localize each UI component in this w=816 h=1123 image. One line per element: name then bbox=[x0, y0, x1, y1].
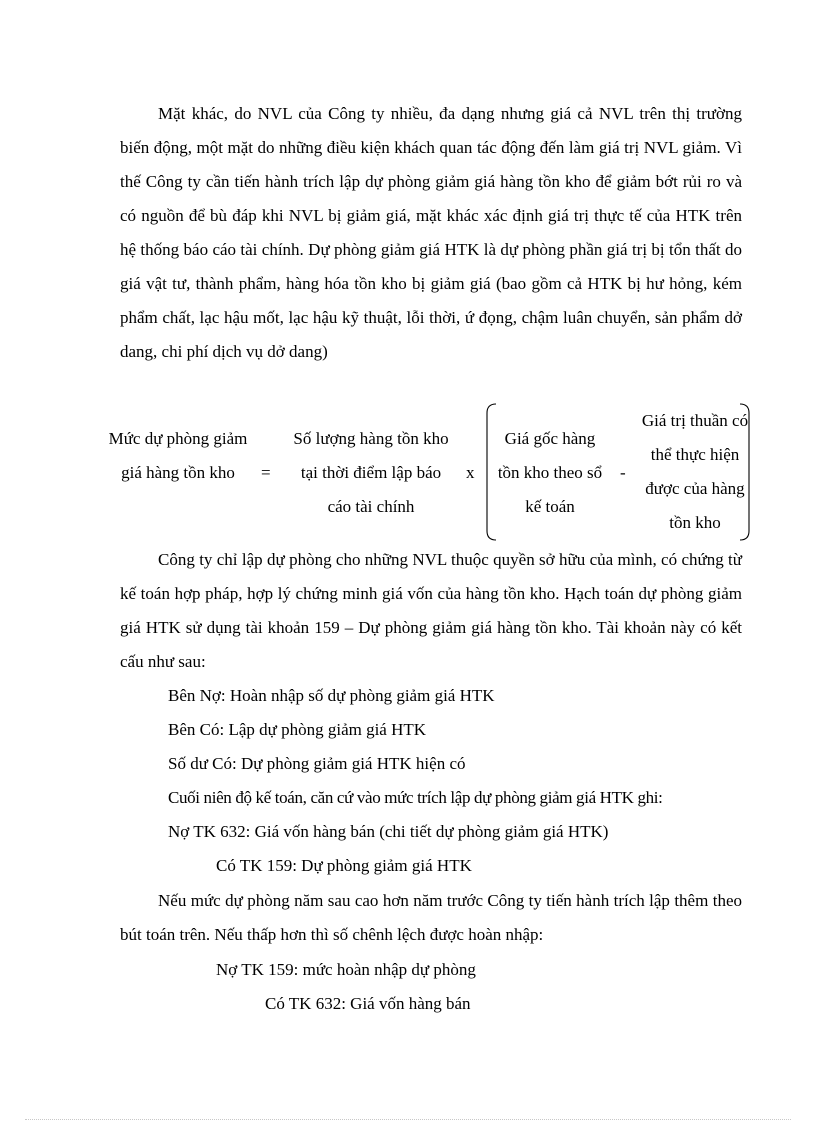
formula-term-original-cost: Giá gốc hàng tồn kho theo sổ kế toán bbox=[497, 429, 603, 516]
formula-minus-sign: - bbox=[620, 463, 626, 482]
credit-balance-line: Số dư Có: Dự phòng giảm giá HTK hiện có bbox=[168, 754, 466, 773]
formula-term-inventory-quantity: Số lượng hàng tồn kho tại thời điểm lập báo cáo tài chính bbox=[293, 429, 449, 516]
journal-credit-632: Có TK 632: Giá vốn hàng bán bbox=[265, 994, 471, 1013]
page-bottom-divider bbox=[25, 1119, 791, 1120]
credit-side-line: Bên Có: Lập dự phòng giảm giá HTK bbox=[168, 720, 427, 739]
journal-credit-159: Có TK 159: Dự phòng giảm giá HTK bbox=[216, 856, 472, 875]
paragraph-reversal-rule: Nếu mức dự phòng năm sau cao hơn năm trước Công ty tiến hành trích lập thêm theo bút toán trên. Nếu thấp hơn thì số chênh lệch được hoàn nhập: bbox=[120, 891, 742, 944]
formula-equals-sign: = bbox=[261, 463, 271, 482]
formula-term-provision-level: Mức dự phòng giảm giá hàng tồn kho bbox=[108, 429, 248, 482]
paragraph-account-159-description: Công ty chỉ lập dự phòng cho những NVL thuộc quyền sở hữu của mình, có chứng từ kế toán hợp pháp, hợp lý chứng minh giá vốn của hàng tồn kho. Hạch toán dự phòng giảm giá HTK sử dụng tài khoản 159 – Dự phòng giảm giá hàng tồn kho. Tài khoản này có kết cấu như sau: bbox=[120, 550, 742, 671]
formula-times-sign: x bbox=[466, 463, 475, 482]
paragraph-inventory-provision-intro: Mặt khác, do NVL của Công ty nhiều, đa dạng nhưng giá cả NVL trên thị trường biến động, một mặt do những điều kiện khách quan tác động đến làm giá trị NVL giảm. Vì thế Công ty cần tiến hành trích lập dự phòng giảm giá hàng tồn kho để giảm bớt rủi ro và có nguồn để bù đáp khi NVL bị giảm giá, mặt khác xác định giá trị thực tế của HTK trên hệ thống báo cáo tài chính. Dự phòng giảm giá HTK là dự phòng phần giá trị bị tổn thất do giá vật tư, thành phẩm, hàng hóa tồn kho bị giảm giá (bao gồm cả HTK bị hư hỏng, kém phẩm chất, lạc hậu mốt, lạc hậu kỹ thuật, lỗi thời, ứ đọng, chậm luân chuyển, sản phẩm dở dang, chi phí dịch vụ dở dang) bbox=[120, 104, 742, 361]
journal-debit-159: Nợ TK 159: mức hoàn nhập dự phòng bbox=[216, 960, 476, 979]
formula-right-brace bbox=[738, 403, 752, 541]
debit-side-line: Bên Nợ: Hoàn nhập số dự phòng giảm giá HTK bbox=[168, 686, 495, 705]
provision-formula bbox=[0, 400, 816, 545]
year-end-entry-intro: Cuối niên độ kế toán, căn cứ vào mức trích lập dự phòng giảm giá HTK ghi: bbox=[168, 788, 663, 807]
journal-debit-632: Nợ TK 632: Giá vốn hàng bán (chi tiết dự phòng giảm giá HTK) bbox=[168, 822, 609, 841]
formula-term-net-realizable-value: Giá trị thuần có thể thực hiện được của hàng tồn kho bbox=[641, 411, 749, 532]
